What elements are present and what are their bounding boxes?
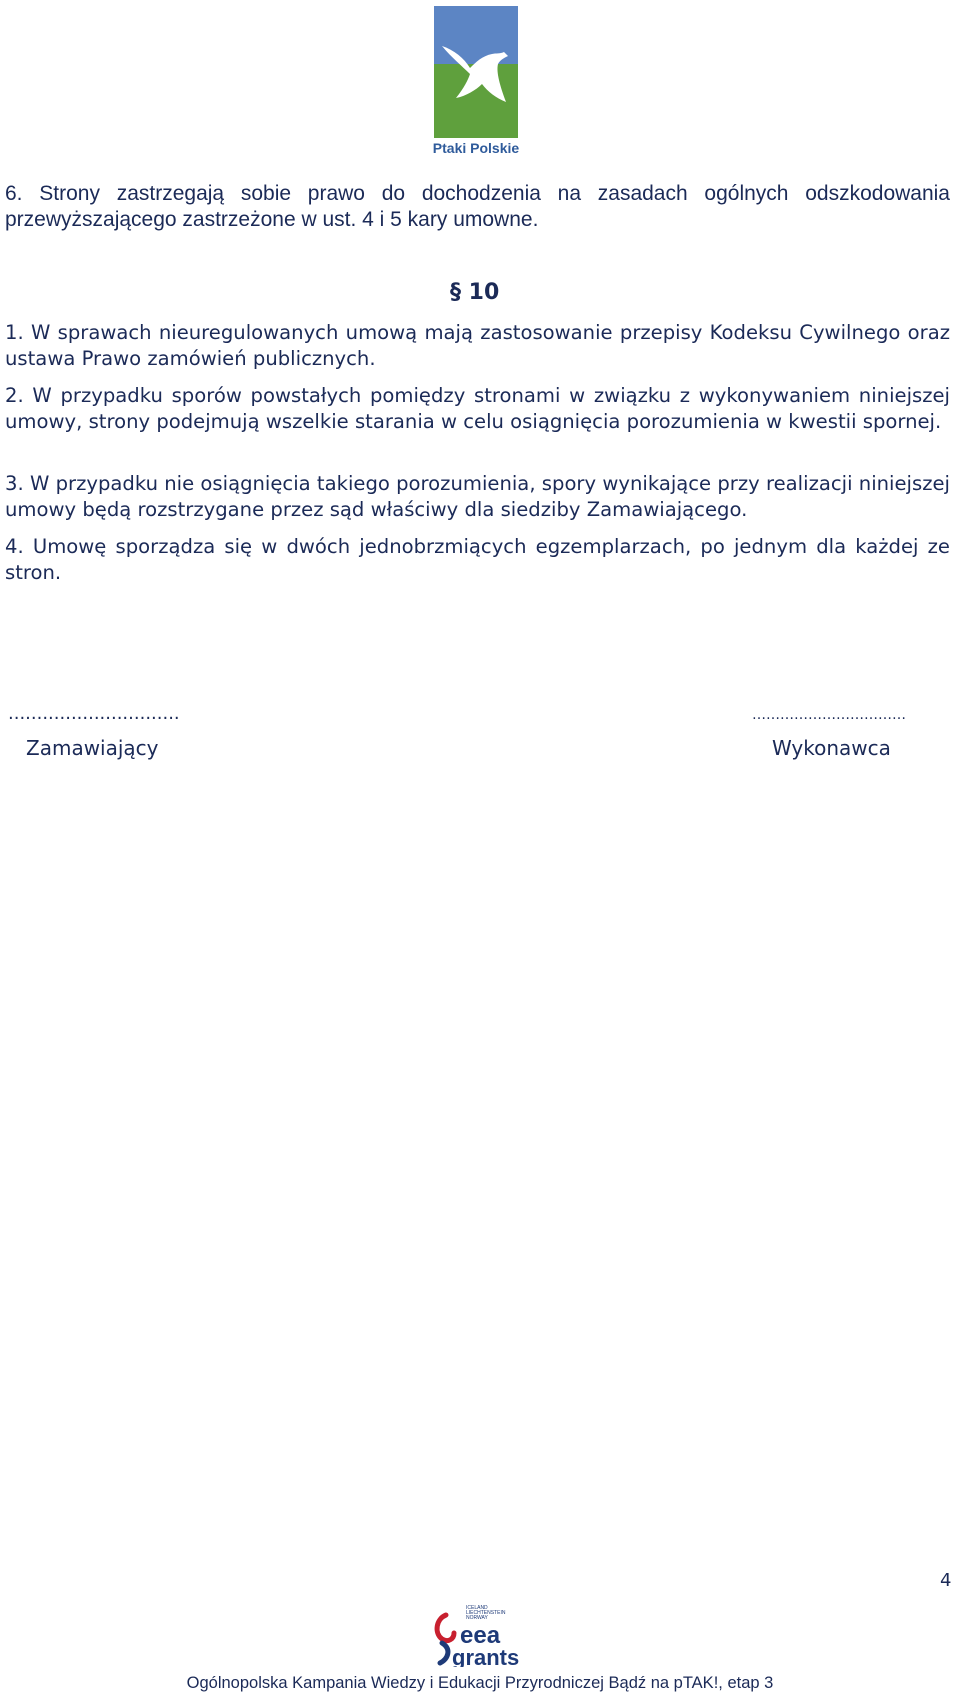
bird-logo-icon [434,6,518,138]
page-number: 4 [940,1570,952,1591]
grants-word: grants [452,1645,520,1667]
eea-small-text-3: NORWAY [466,1615,488,1621]
logo-text: Ptaki Polskie [432,140,520,156]
paragraph-3-text: 3. W przypadku nie osiągnięcia takiego porozumienia, spory wynikające przy realizacji niniejszej umowy będą rozstrzygane przez sąd właściwy dla siedziby Zamawiającego. [5,472,950,521]
paragraph-6 [5,181,950,233]
paragraph-3 [5,471,950,523]
eea-grants-logo [432,1603,522,1667]
paragraph-4 [5,534,950,586]
paragraph-2 [5,383,950,435]
ptaki-polskie-logo [434,6,518,158]
paragraph-1-text: 1. W sprawach nieuregulowanych umową mają zastosowanie przepisy Kodeksu Cywilnego oraz ustawa Prawo zamówień publicznych. [5,321,950,370]
eea-small-text-2: LIECHTENSTEIN [466,1610,506,1616]
right-signature-label: Wykonawca [772,736,891,760]
paragraph-6-text: 6. Strony zastrzegają sobie prawo do dochodzenia na zasadach ogólnych odszkodowania przewyższającego zastrzeżone w ust. 4 i 5 kary umowne. [5,182,950,231]
footer-text: Ogólnopolska Kampania Wiedzy i Edukacji Przyrodniczej Bądź na pTAK!, etap 3 [186,1674,774,1692]
eea-grants-icon [432,1603,522,1667]
paragraph-2-text: 2. W przypadku sporów powstałych pomiędzy stronami w związku z wykonywaniem niniejszej umowy, strony podejmują wszelkie starania w celu osiągnięcia porozumienia w kwestii spornej. [5,384,950,433]
right-signature-line: …………………………… [752,707,906,723]
left-signature-label: Zamawiający [26,736,159,760]
paragraph-4-text: 4. Umowę sporządza się w dwóch jednobrzmiących egzemplarzach, po jednym dla każdej ze stron. [5,535,950,584]
paragraph-1 [5,320,950,372]
eea-word: eea [460,1622,501,1649]
section-title: § 10 [450,280,500,305]
eea-small-text-1: ICELAND [466,1605,488,1611]
left-signature-line: .............................. [8,703,180,724]
